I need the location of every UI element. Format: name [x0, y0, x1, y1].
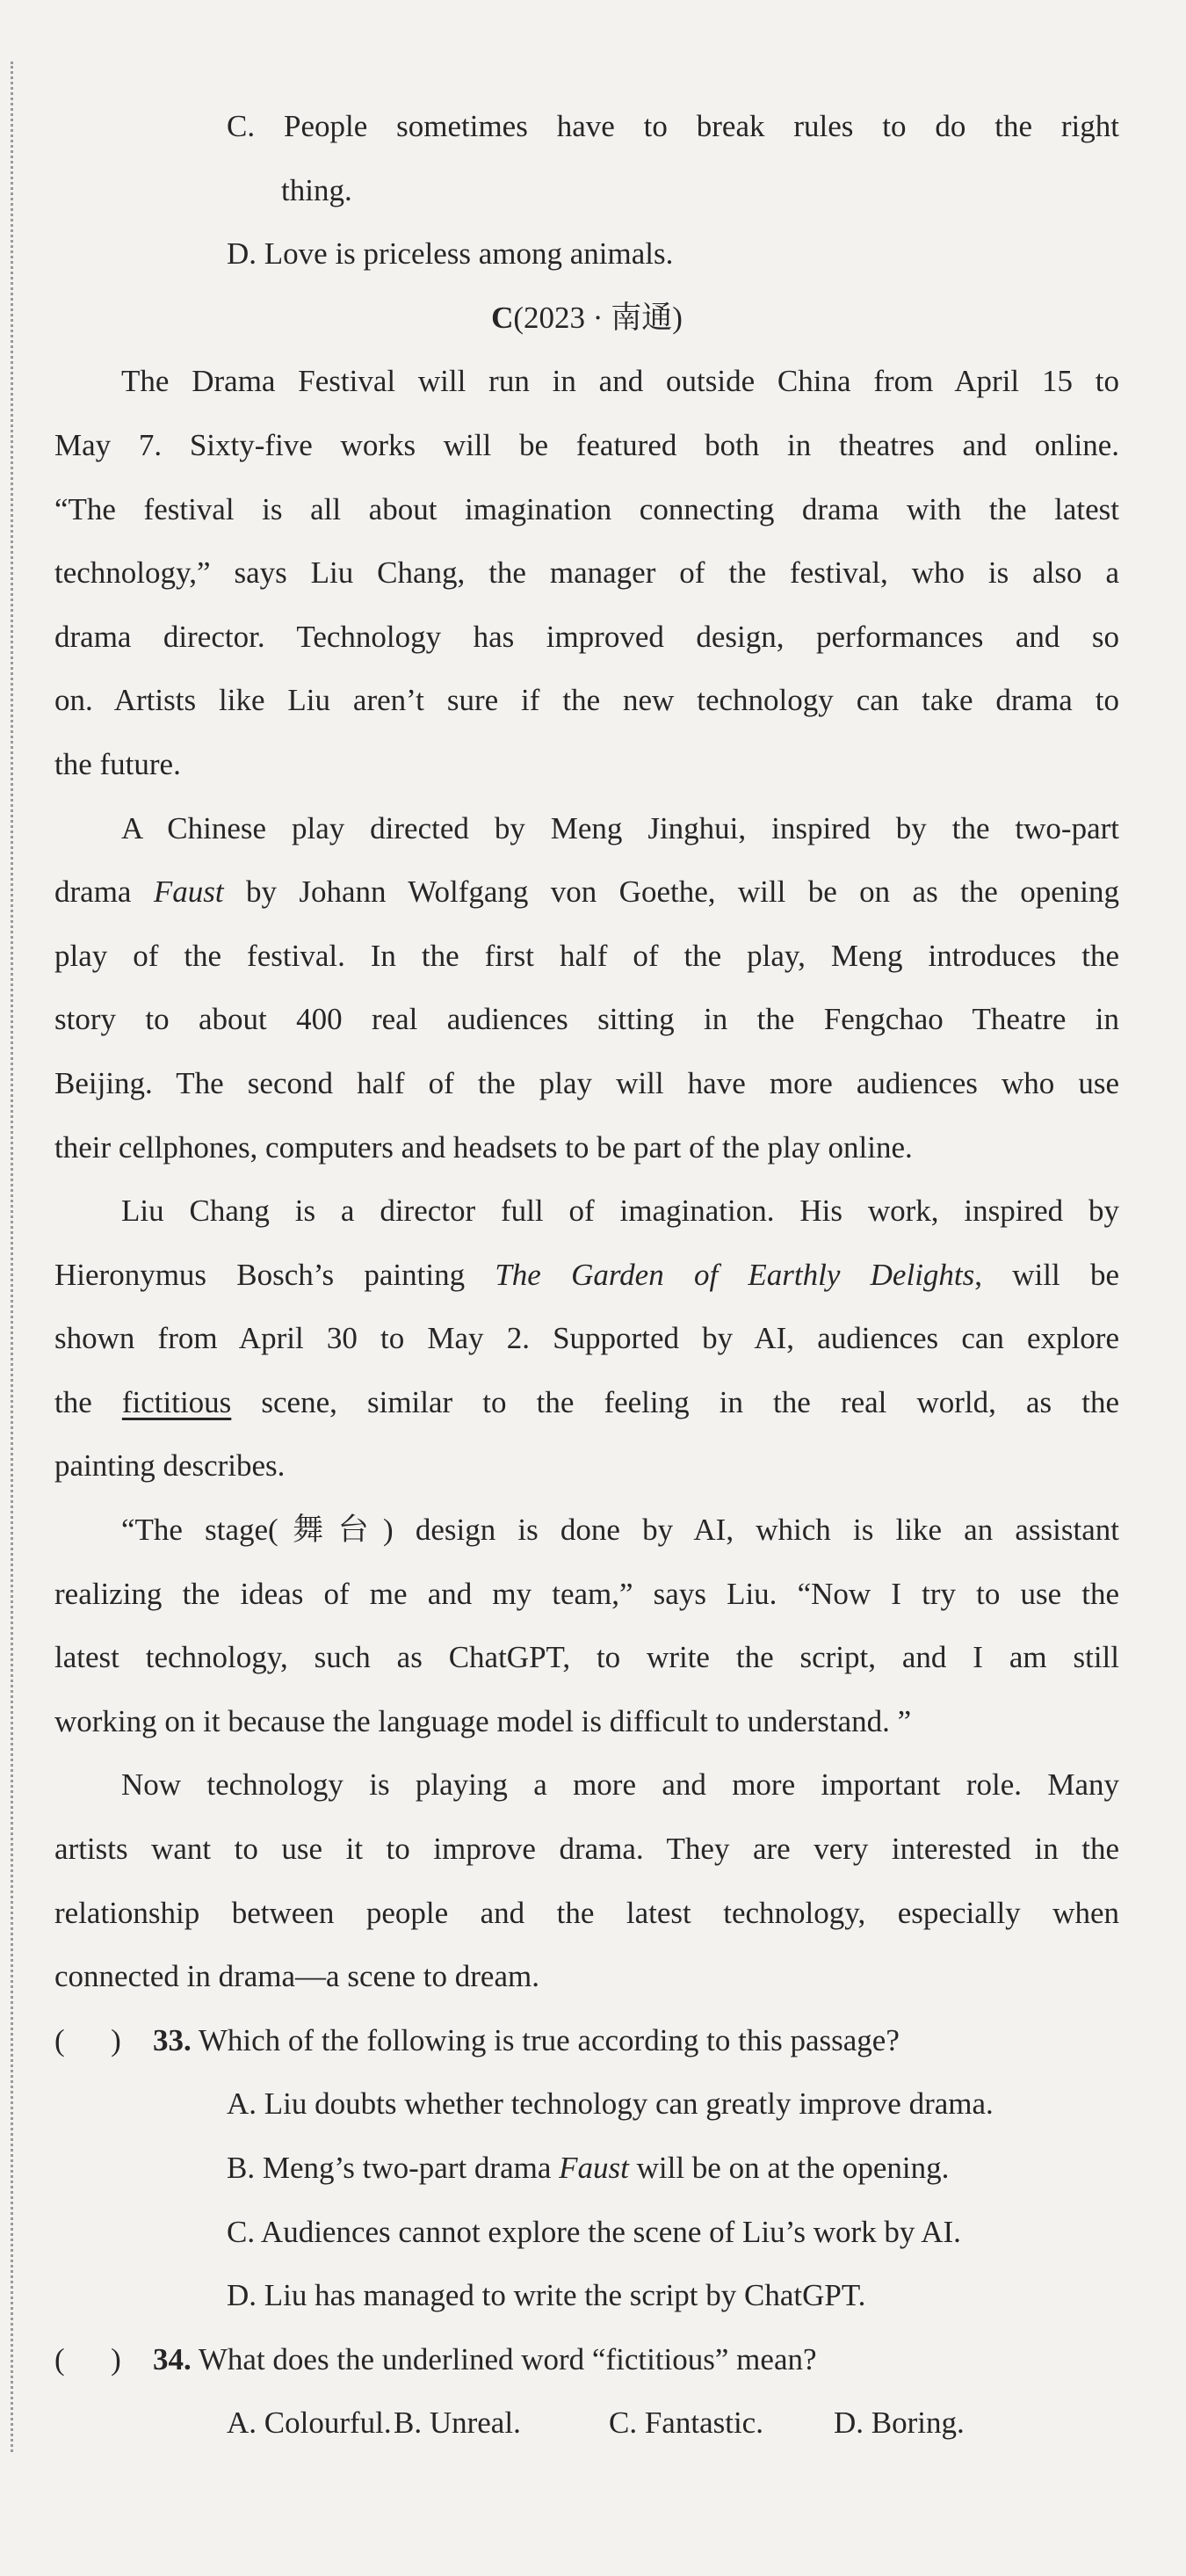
- p5-line-1: Now technology is playing a more and more important role. Many: [121, 1767, 1119, 1803]
- p2-line-2: [54, 860, 1119, 925]
- p5-line-4: connected in drama—a scene to dream.: [54, 1959, 539, 1994]
- p1-line-3: “The festival is all about imagination connecting drama with the latest: [54, 491, 1119, 526]
- paragraph-5: [54, 1753, 1119, 2008]
- p1-line-7: the future.: [54, 746, 181, 781]
- q33-number: 33.: [153, 2022, 192, 2057]
- p3-line-3: shown from April 30 to May 2. Supported by AI, audiences can explore: [54, 1321, 1119, 1356]
- q34-option-a: A. Colourful.: [227, 2405, 392, 2441]
- paragraph-1: [54, 350, 1119, 796]
- q33-option-b-rest: will be on at the opening.: [628, 2151, 950, 2185]
- q33-option-c: C. Audiences cannot explore the scene of Liu’s work by AI.: [227, 2214, 961, 2249]
- q34-options: [54, 2391, 1119, 2456]
- q33-option-b: [54, 2137, 1119, 2201]
- p3-line-4: [54, 1371, 1119, 1435]
- p1-line-5: drama director. Technology has improved design, performances and so: [54, 619, 1119, 654]
- p5-line-3: relationship between people and the latest technology, especially when: [54, 1895, 1119, 1930]
- margin-dotted-rule: [11, 62, 13, 2452]
- q33-option-b-faust: Faust: [559, 2151, 629, 2185]
- p3-line-1: Liu Chang is a director full of imagination. His work, inspired by: [121, 1194, 1119, 1229]
- p2-line-5: Beijing. The second half of the play will have more audiences who use: [54, 1065, 1119, 1100]
- p4-line-4: working on it because the language model is difficult to understand. ”: [54, 1703, 912, 1738]
- paragraph-3: [54, 1179, 1119, 1498]
- p3-line-4-text: the: [54, 1384, 122, 1419]
- section-letter: C: [491, 300, 514, 335]
- p4-line-1: “The stage(舞台) design is done by AI, which is like an assistant: [121, 1513, 1119, 1548]
- q34-option-c: C. Fantastic.: [609, 2405, 763, 2441]
- p1-line-6: on. Artists like Liu aren’t sure if the new technology can take drama to: [54, 683, 1119, 718]
- question-33: [54, 2009, 1119, 2328]
- p3-line-5: painting describes.: [54, 1448, 286, 1484]
- p2-line-4: story to about 400 real audiences sitting in the Fengchao Theatre in: [54, 1002, 1119, 1037]
- p2-line-2-rest: by Johann Wolfgang von Goethe, will be on as the opening: [223, 874, 1119, 910]
- p3-line-2: [54, 1244, 1119, 1308]
- option-c-line1: C. People sometimes have to break rules to do the right: [227, 109, 1119, 143]
- q34-option-b: B. Unreal.: [394, 2405, 521, 2441]
- q33-option-b-text: B. Meng’s two-part drama: [227, 2151, 560, 2185]
- section-source: (2023 · 南通): [513, 300, 683, 335]
- painting-title: The Garden of Earthly Delights: [495, 1257, 975, 1292]
- p3-line-2-rest: , will be: [974, 1257, 1119, 1292]
- p5-line-2: artists want to use it to improve drama. They are very interested in the: [54, 1832, 1119, 1867]
- p2-line-6: their cellphones, computers and headsets to be part of the play online.: [54, 1129, 913, 1165]
- q33-option-a: A. Liu doubts whether technology can greatly improve drama.: [227, 2086, 994, 2122]
- paragraph-2: [54, 797, 1119, 1180]
- p1-line-4: technology,” says Liu Chang, the manager of the festival, who is also a: [54, 555, 1119, 591]
- underlined-word-fictitious: fictitious: [121, 1384, 232, 1419]
- section-title: [54, 287, 1119, 351]
- q34-stem: What does the underlined word “fictitious” mean?: [198, 2341, 817, 2376]
- q34-answer-bracket[interactable]: ( ): [54, 2341, 121, 2376]
- q34-stem-line: [54, 2328, 1119, 2392]
- exam-page: [54, 95, 1119, 2456]
- p1-line-2: May 7. Sixty-five works will be featured both in theatres and online.: [54, 427, 1119, 462]
- faust-title: Faust: [153, 874, 224, 910]
- option-c-line2: thing.: [281, 172, 352, 207]
- paragraph-4: [54, 1498, 1119, 1753]
- question-34: [54, 2328, 1119, 2456]
- p2-line-1: A Chinese play directed by Meng Jinghui, inspired by the two-part: [121, 810, 1119, 845]
- q34-option-d: D. Boring.: [834, 2405, 965, 2441]
- p2-line-3: play of the festival. In the first half of the play, Meng introduces the: [54, 938, 1119, 973]
- q33-stem-line: [54, 2009, 1119, 2073]
- q33-option-d: D. Liu has managed to write the script by ChatGPT.: [227, 2278, 866, 2313]
- p3-line-4-rest: scene, similar to the feeling in the real world, as the: [231, 1384, 1119, 1419]
- q33-answer-bracket[interactable]: ( ): [54, 2022, 121, 2057]
- p2-line-2-text: drama: [54, 874, 154, 910]
- p1-line-1: The Drama Festival will run in and outside China from April 15 to: [121, 364, 1119, 399]
- p4-line-3: latest technology, such as ChatGPT, to write the script, and I am still: [54, 1640, 1119, 1675]
- q33-stem: Which of the following is true according to this passage?: [198, 2022, 900, 2057]
- p4-line-2: realizing the ideas of me and my team,” says Liu. “Now I try to use the: [54, 1576, 1119, 1611]
- p3-line-2-text: Hieronymus Bosch’s painting: [54, 1257, 495, 1292]
- q34-number: 34.: [153, 2341, 192, 2376]
- option-d-line: D. Love is priceless among animals.: [227, 236, 674, 272]
